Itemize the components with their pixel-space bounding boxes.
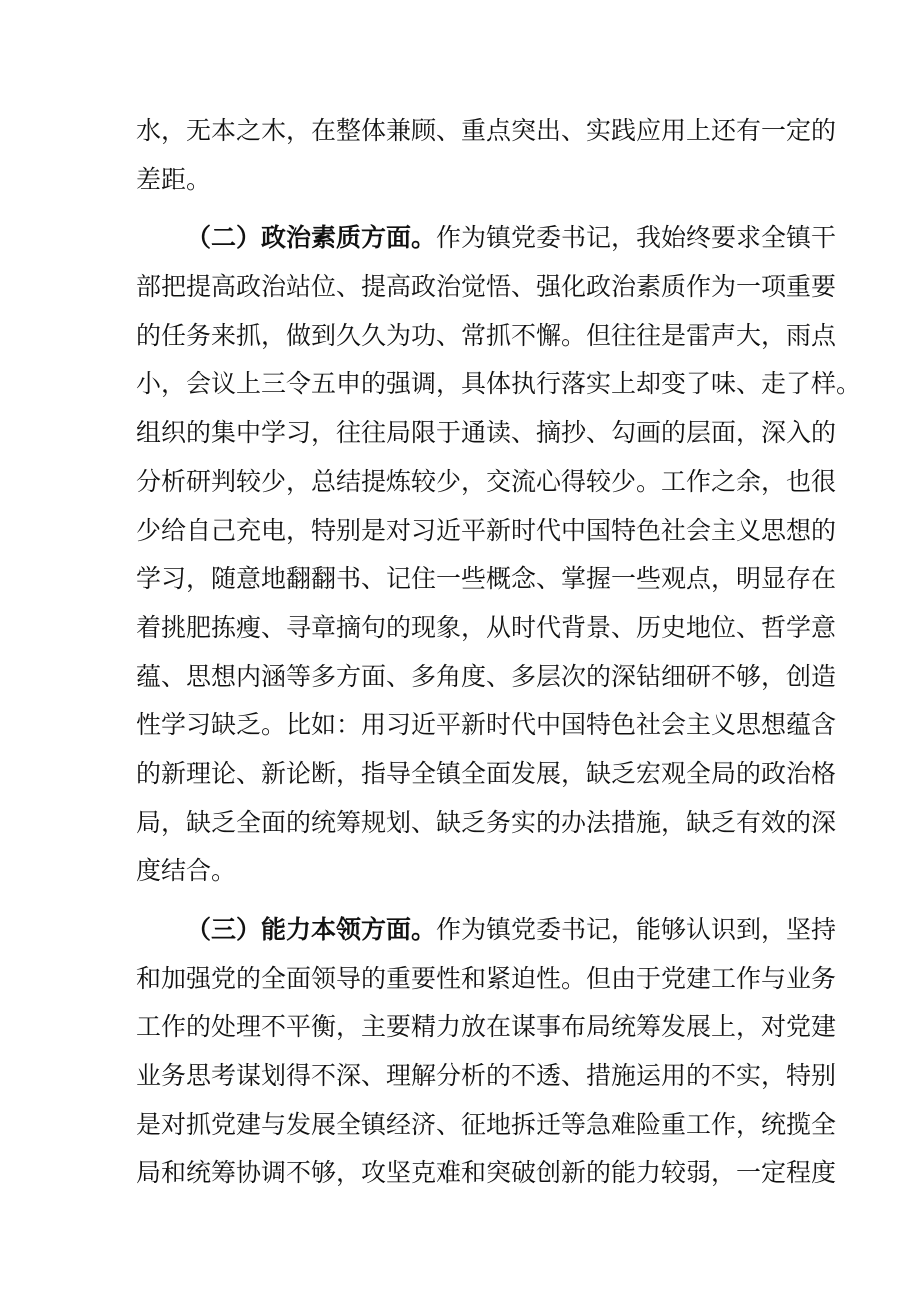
text-line	[136, 214, 837, 263]
text-run: 作为镇党委书记，能够认识到，坚持	[436, 915, 837, 944]
text-line: 分析研判较少，总结提炼较少，交流心得较少。工作之余，也很	[136, 466, 837, 496]
text-line: 和加强党的全面领导的重要性和紧迫性。但由于党建工作与业务	[136, 963, 837, 993]
text-line: 少给自己充电，特别是对习近平新时代中国特色社会主义思想的	[136, 515, 837, 545]
text-line: 局和统筹协调不够，攻坚克难和突破创新的能力较弱，一定程度	[136, 1158, 837, 1188]
text-line: 局，缺乏全面的统筹规划、缺乏务实的办法措施，缺乏有效的深	[136, 807, 837, 837]
paragraph	[136, 214, 862, 896]
text-line: 度结合。	[136, 856, 237, 886]
text-line: 性学习缺乏。比如：用习近平新时代中国特色社会主义思想蕴含	[136, 710, 837, 740]
text-line: 的新理论、新论断，指导全镇全面发展，缺乏宏观全局的政治格	[136, 758, 837, 788]
text-line: 工作的处理不平衡，主要精力放在谋事布局统筹发展上，对党建	[136, 1012, 837, 1042]
text-line: 着挑肥拣瘦、寻章摘句的现象，从时代背景、历史地位、哲学意	[136, 612, 837, 642]
text-line: 的任务来抓，做到久久为功、常抓不懈。但往往是雷声大，雨点	[136, 320, 837, 350]
text-line: 组织的集中学习，往往局限于通读、摘抄、勾画的层面，深入的	[136, 418, 837, 448]
text-line: 小，会议上三令五申的强调，具体执行落实上却变了味、走了样。	[136, 369, 862, 399]
text-line: 差距。	[136, 164, 212, 194]
text-line: 部把提高政治站位、提高政治觉悟、强化政治素质作为一项重要	[136, 272, 837, 302]
section-heading: （三）能力本领方面。	[186, 915, 437, 944]
text-line: 业务思考谋划得不深、理解分析的不透、措施运用的不实，特别	[136, 1061, 837, 1091]
text-line: 蕴、思想内涵等多方面、多角度、多层次的深钻细研不够，创造	[136, 661, 837, 691]
text-run: 作为镇党委书记，我始终要求全镇干	[436, 223, 837, 253]
text-line: 学习，随意地翻翻书、记住一些概念、掌握一些观点，明显存在	[136, 564, 837, 594]
section-heading: （二）政治素质方面。	[186, 223, 437, 253]
text-line	[136, 906, 837, 955]
text-line: 水，无本之木，在整体兼顾、重点突出、实践应用上还有一定的	[136, 116, 837, 145]
paragraph	[136, 107, 837, 204]
document-page	[136, 107, 862, 1198]
paragraph	[136, 906, 837, 1198]
text-line: 是对抓党建与发展全镇经济、征地拆迁等急难险重工作，统揽全	[136, 1109, 837, 1139]
